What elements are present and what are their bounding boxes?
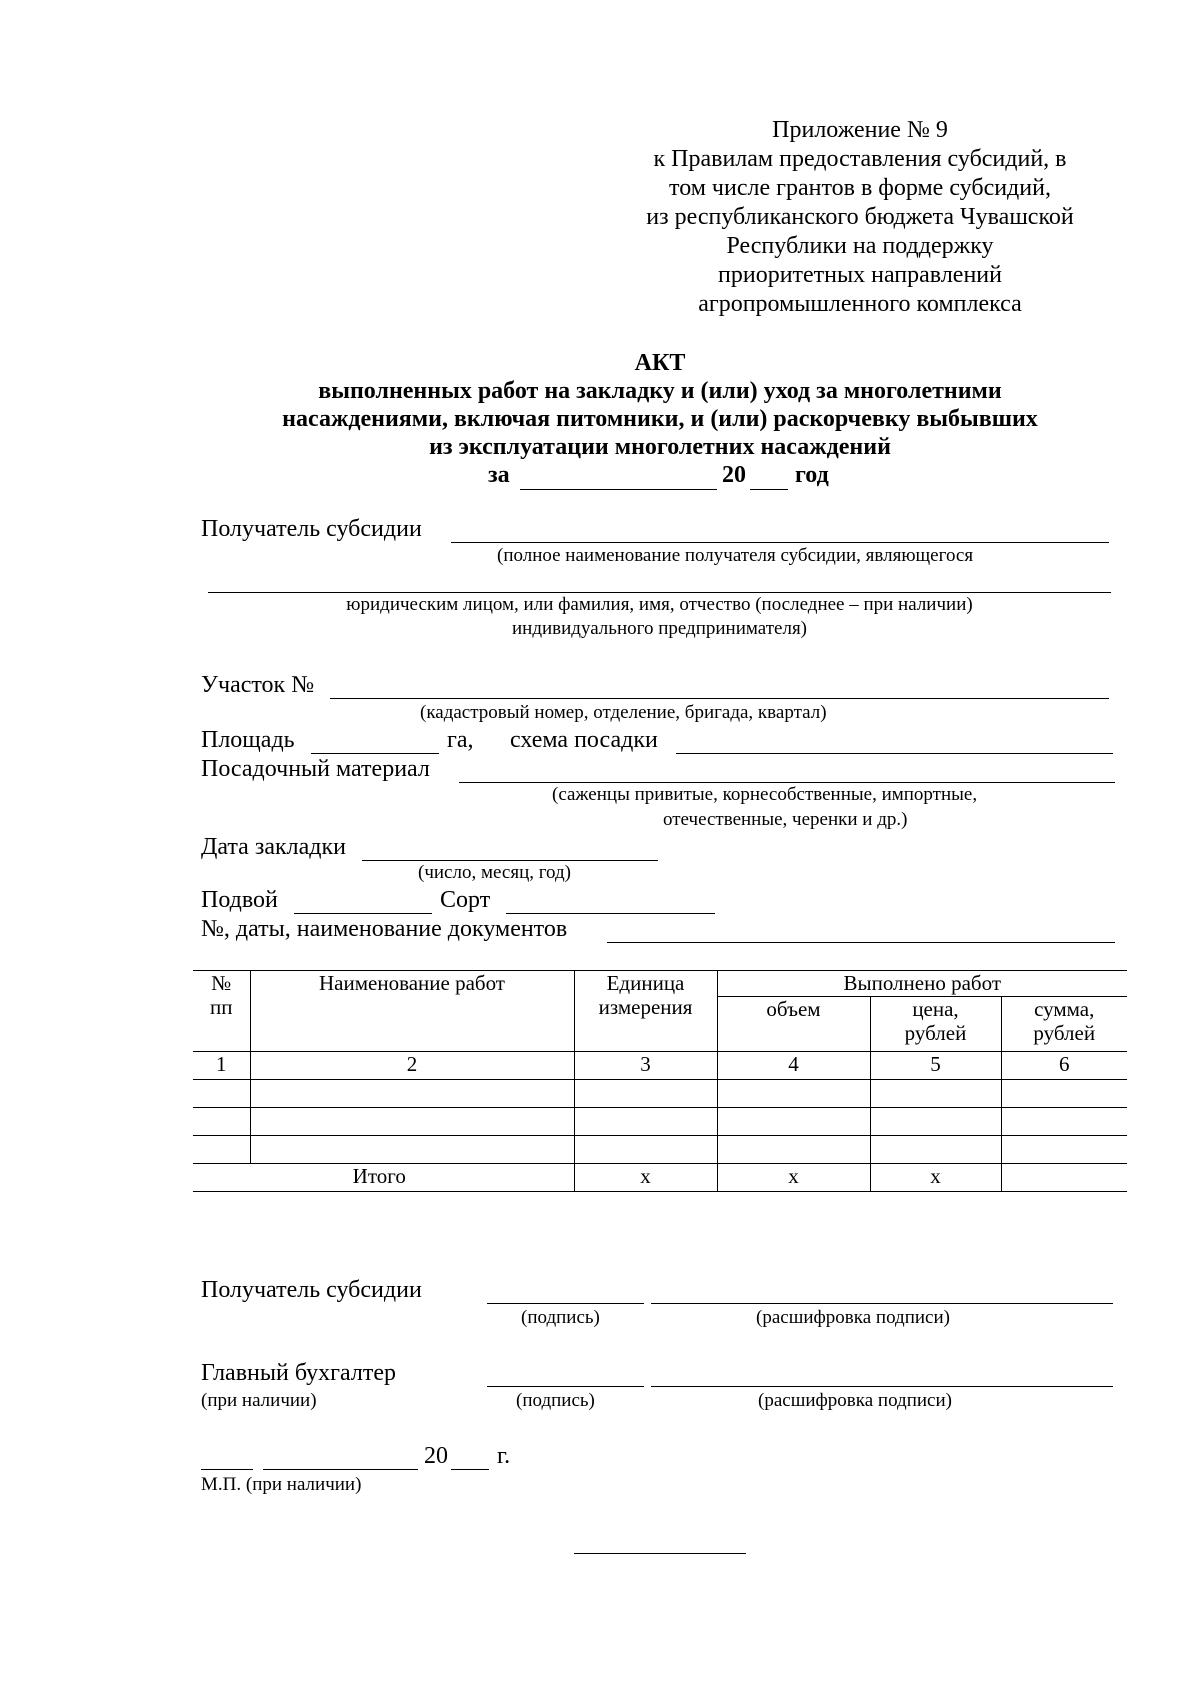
- area-field[interactable]: [311, 753, 439, 754]
- table-cell[interactable]: [250, 1136, 574, 1164]
- appendix-line-7: агропромышленного комплекса: [698, 291, 1022, 317]
- table-cell[interactable]: [870, 1136, 1001, 1164]
- header-num-line-2: пп: [210, 995, 233, 1019]
- table-cell[interactable]: [574, 1136, 717, 1164]
- variety-field[interactable]: [506, 913, 715, 914]
- sign-accountant-hint: (при наличии): [201, 1390, 317, 1411]
- table-cell[interactable]: [870, 1108, 1001, 1136]
- period-prefix: за: [488, 462, 510, 488]
- col-number-2: 2: [250, 1052, 574, 1080]
- col-number-3: 3: [574, 1052, 717, 1080]
- col-number-5: 5: [870, 1052, 1001, 1080]
- docs-label: №, даты, наименование документов: [201, 916, 568, 942]
- period-year: 20: [722, 462, 746, 488]
- works-table: [193, 970, 1127, 1192]
- appendix-line-2: к Правилам предоставления субсидий, в: [653, 146, 1067, 172]
- total-row: [193, 1164, 1127, 1192]
- variety-label: Сорт: [440, 887, 491, 913]
- table-cell[interactable]: [250, 1108, 574, 1136]
- header-sum: [1001, 997, 1127, 1052]
- sign-recipient-decode-field[interactable]: [651, 1303, 1113, 1304]
- header-unit: [574, 971, 717, 1052]
- period-year-field[interactable]: [750, 489, 788, 490]
- scheme-label: схема посадки: [510, 727, 658, 753]
- total-unit: х: [574, 1164, 717, 1192]
- sign-accountant-label: Главный бухгалтер: [201, 1360, 396, 1386]
- header-price: [870, 997, 1001, 1052]
- table-cell[interactable]: [717, 1136, 870, 1164]
- recipient-hint-2: юридическим лицом, или фамилия, имя, отчество (последнее – при наличии): [346, 594, 973, 615]
- table-cell[interactable]: [1001, 1080, 1127, 1108]
- plot-field[interactable]: [330, 698, 1109, 699]
- header-unit-line-2: измерения: [598, 995, 693, 1019]
- material-label: Посадочный материал: [201, 756, 430, 782]
- period-field[interactable]: [520, 489, 717, 490]
- header-sum-line-2: рублей: [1033, 1021, 1096, 1046]
- plot-label: Участок №: [201, 672, 315, 698]
- recipient-label: Получатель субсидии: [201, 516, 422, 542]
- col-number-6: 6: [1001, 1052, 1127, 1080]
- sign-recipient-signature-hint: (подпись): [521, 1307, 600, 1328]
- table-cell[interactable]: [717, 1080, 870, 1108]
- table-cell[interactable]: [870, 1080, 1001, 1108]
- date-label: Дата закладки: [201, 834, 346, 860]
- table-row: [193, 1080, 1127, 1108]
- title-line-3: из эксплуатации многолетних насаждений: [429, 434, 891, 460]
- title-main: АКТ: [634, 350, 686, 376]
- total-sum[interactable]: [1001, 1164, 1127, 1192]
- header-num: [193, 971, 250, 1052]
- docs-field[interactable]: [607, 942, 1115, 943]
- header-num-line-1: №: [211, 971, 232, 995]
- table-cell[interactable]: [250, 1080, 574, 1108]
- area-label: Площадь: [201, 727, 295, 753]
- header-volume: объем: [717, 997, 870, 1052]
- rootstock-label: Подвой: [201, 887, 278, 913]
- table-cell[interactable]: [193, 1108, 250, 1136]
- title-line-2: насаждениями, включая питомники, и (или) раскорчевку выбывших: [282, 406, 1038, 432]
- date-field[interactable]: [362, 860, 658, 861]
- sign-recipient-signature-field[interactable]: [487, 1303, 644, 1304]
- table-cell[interactable]: [1001, 1136, 1127, 1164]
- total-label: Итого: [193, 1164, 574, 1192]
- col-number-1: 1: [193, 1052, 250, 1080]
- header-unit-line-1: Единица: [606, 971, 685, 995]
- recipient-field[interactable]: [451, 542, 1109, 543]
- bottom-separator: [574, 1553, 746, 1554]
- scheme-field[interactable]: [676, 753, 1113, 754]
- sign-accountant-decode-field[interactable]: [651, 1386, 1113, 1387]
- title-line-1: выполненных работ на закладку и (или) уход за многолетними: [318, 378, 1002, 404]
- col-number-4: 4: [717, 1052, 870, 1080]
- appendix-line-4: из республиканского бюджета Чувашской: [646, 204, 1074, 230]
- area-unit: га,: [447, 727, 474, 753]
- sign-accountant-signature-field[interactable]: [487, 1386, 644, 1387]
- table-cell[interactable]: [574, 1080, 717, 1108]
- header-work-name: Наименование работ: [250, 971, 574, 1052]
- total-price: х: [870, 1164, 1001, 1192]
- table-cell[interactable]: [193, 1136, 250, 1164]
- appendix-line-5: Республики на поддержку: [726, 233, 994, 259]
- total-volume: х: [717, 1164, 870, 1192]
- header-price-line-2: рублей: [904, 1021, 967, 1046]
- recipient-hint-3: индивидуального предпринимателя): [511, 618, 808, 639]
- material-hint-1: (саженцы привитые, корнесобственные, импортные,: [552, 784, 978, 805]
- rootstock-field[interactable]: [294, 913, 432, 914]
- sign-year-field[interactable]: [451, 1469, 489, 1470]
- recipient-field-2[interactable]: [208, 592, 1111, 593]
- sign-accountant-decode-hint: (расшифровка подписи): [758, 1390, 952, 1411]
- sign-recipient-label: Получатель субсидии: [201, 1277, 422, 1303]
- table-cell[interactable]: [1001, 1108, 1127, 1136]
- header-price-line-1: цена,: [912, 997, 959, 1022]
- appendix-line-6: приоритетных направлений: [718, 262, 1002, 288]
- sign-day-field[interactable]: [201, 1469, 253, 1470]
- material-hint-2: отечественные, черенки и др.): [663, 809, 908, 830]
- header-sum-line-1: сумма,: [1034, 997, 1095, 1022]
- table-cell[interactable]: [574, 1108, 717, 1136]
- header-done: Выполнено работ: [717, 971, 1127, 997]
- table-row: [193, 1108, 1127, 1136]
- sign-accountant-signature-hint: (подпись): [516, 1390, 595, 1411]
- material-field[interactable]: [459, 782, 1115, 783]
- recipient-hint-1: (полное наименование получателя субсидии, являющегося: [497, 545, 974, 566]
- sign-month-field[interactable]: [263, 1469, 418, 1470]
- appendix-line-3: том числе грантов в форме субсидий,: [669, 175, 1051, 201]
- table-cell[interactable]: [717, 1108, 870, 1136]
- appendix-line-1: Приложение № 9: [772, 117, 948, 143]
- sign-recipient-decode-hint: (расшифровка подписи): [756, 1307, 950, 1328]
- table-cell[interactable]: [193, 1080, 250, 1108]
- column-number-row: [193, 1052, 1127, 1080]
- plot-hint: (кадастровый номер, отделение, бригада, квартал): [420, 702, 827, 723]
- date-hint: (число, месяц, год): [418, 862, 572, 883]
- stamp-label: М.П. (при наличии): [201, 1474, 362, 1495]
- sign-year-suffix: г.: [497, 1443, 511, 1469]
- sign-year: 20: [424, 1443, 448, 1469]
- table-row: [193, 1136, 1127, 1164]
- period-suffix: год: [795, 462, 829, 488]
